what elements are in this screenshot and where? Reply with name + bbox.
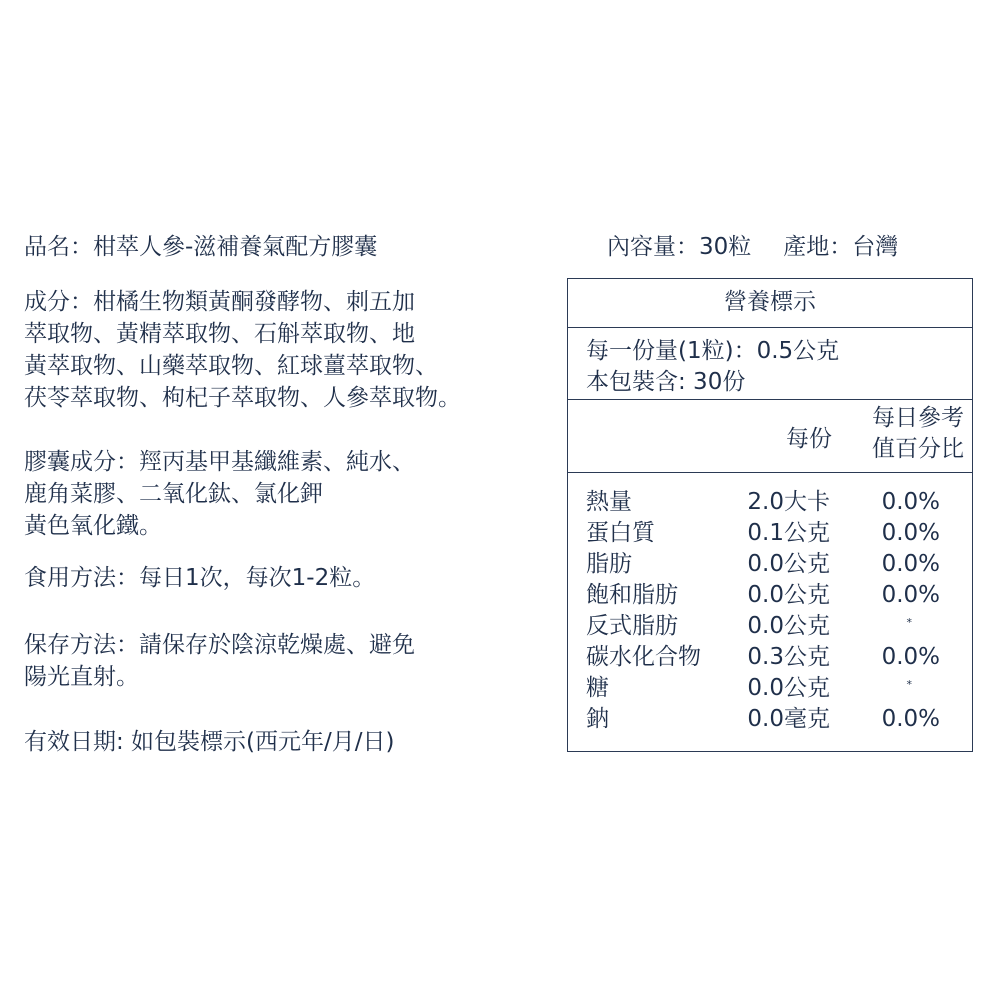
content-origin-line <box>607 228 898 261</box>
capsule-line: 膠囊成分：羥丙基甲基纖維素、純水、 <box>24 449 415 475</box>
nutrient-per-serving: 0.0公克 <box>747 613 830 639</box>
capsule-ingredients-section <box>24 446 524 542</box>
nutrient-per-serving: 0.0公克 <box>747 582 830 608</box>
nutrient-name: 蛋白質 <box>586 520 655 546</box>
nutrient-per-serving: 0.0公克 <box>747 675 830 701</box>
storage-line: 陽光直射。 <box>24 664 139 690</box>
product-name: 品名：柑萃人參-滋補養氣配方膠囊 <box>24 234 378 260</box>
nutrient-name: 糖 <box>586 675 609 701</box>
daily-value-header <box>872 403 964 465</box>
nutrient-rows <box>568 473 972 735</box>
nutrition-column-header <box>568 400 972 473</box>
expiry-section <box>24 726 524 758</box>
nutrient-name: 鈉 <box>586 706 609 732</box>
capsule-line: 鹿角菜膠、二氧化鈦、氯化鉀 <box>24 481 323 507</box>
nutrition-facts-table <box>567 278 973 752</box>
nutrient-name: 反式脂肪 <box>586 613 678 639</box>
capsule-line: 黃色氧化鐵。 <box>24 513 162 539</box>
nutrient-daily-value: 0.0% <box>881 520 940 546</box>
serving-size: 每一份量(1粒)：0.5公克 <box>586 338 840 364</box>
ingredients-line: 萃取物、黃精萃取物、石斛萃取物、地 <box>24 321 415 347</box>
usage-section <box>24 562 524 594</box>
nutrient-row <box>568 611 972 642</box>
storage-section <box>24 629 524 693</box>
nutrient-daily-value: 0.0% <box>881 706 940 732</box>
nutrient-daily-value: * <box>906 616 912 629</box>
nutrient-per-serving: 0.1公克 <box>747 520 830 546</box>
net-content: 內容量：30粒 <box>607 234 752 260</box>
nutrient-name: 飽和脂肪 <box>586 582 678 608</box>
nutrient-daily-value: 0.0% <box>881 551 940 577</box>
daily-value-header-line: 每日參考 <box>872 405 964 431</box>
nutrient-row <box>568 518 972 549</box>
usage-text: 食用方法：每日1次，每次1-2粒。 <box>24 565 376 591</box>
serving-info <box>568 328 972 400</box>
nutrient-per-serving: 0.3公克 <box>747 644 830 670</box>
storage-line: 保存方法：請保存於陰涼乾燥處、避免 <box>24 632 415 658</box>
nutrient-daily-value: * <box>906 678 912 691</box>
nutrient-daily-value: 0.0% <box>881 582 940 608</box>
nutrient-row <box>568 673 972 704</box>
nutrient-daily-value: 0.0% <box>881 489 940 515</box>
daily-value-header-line: 值百分比 <box>872 436 964 462</box>
expiry-text: 有效日期: 如包裝標示(西元年/月/日) <box>24 729 395 755</box>
nutrient-name: 熱量 <box>586 489 632 515</box>
nutrient-name: 碳水化合物 <box>586 644 701 670</box>
servings-per-pack: 本包裝含: 30份 <box>586 369 746 395</box>
nutrient-per-serving: 0.0公克 <box>747 551 830 577</box>
nutrient-per-serving: 2.0大卡 <box>747 489 830 515</box>
nutrient-name: 脂肪 <box>586 551 632 577</box>
nutrient-per-serving: 0.0毫克 <box>747 706 830 732</box>
ingredients-line: 黃萃取物、山藥萃取物、紅球薑萃取物、 <box>24 353 438 379</box>
origin: 產地：台灣 <box>783 234 899 260</box>
per-serving-header: 每份 <box>786 426 832 452</box>
nutrition-title: 營養標示 <box>568 279 972 328</box>
ingredients-line: 茯苓萃取物、枸杞子萃取物、人參萃取物。 <box>24 385 461 411</box>
nutrient-row <box>568 487 972 518</box>
nutrient-row <box>568 549 972 580</box>
nutrient-daily-value: 0.0% <box>881 644 940 670</box>
nutrient-row <box>568 704 972 735</box>
ingredients-section <box>24 286 524 414</box>
ingredients-line: 成分：柑橘生物類黃酮發酵物、刺五加 <box>24 289 415 315</box>
